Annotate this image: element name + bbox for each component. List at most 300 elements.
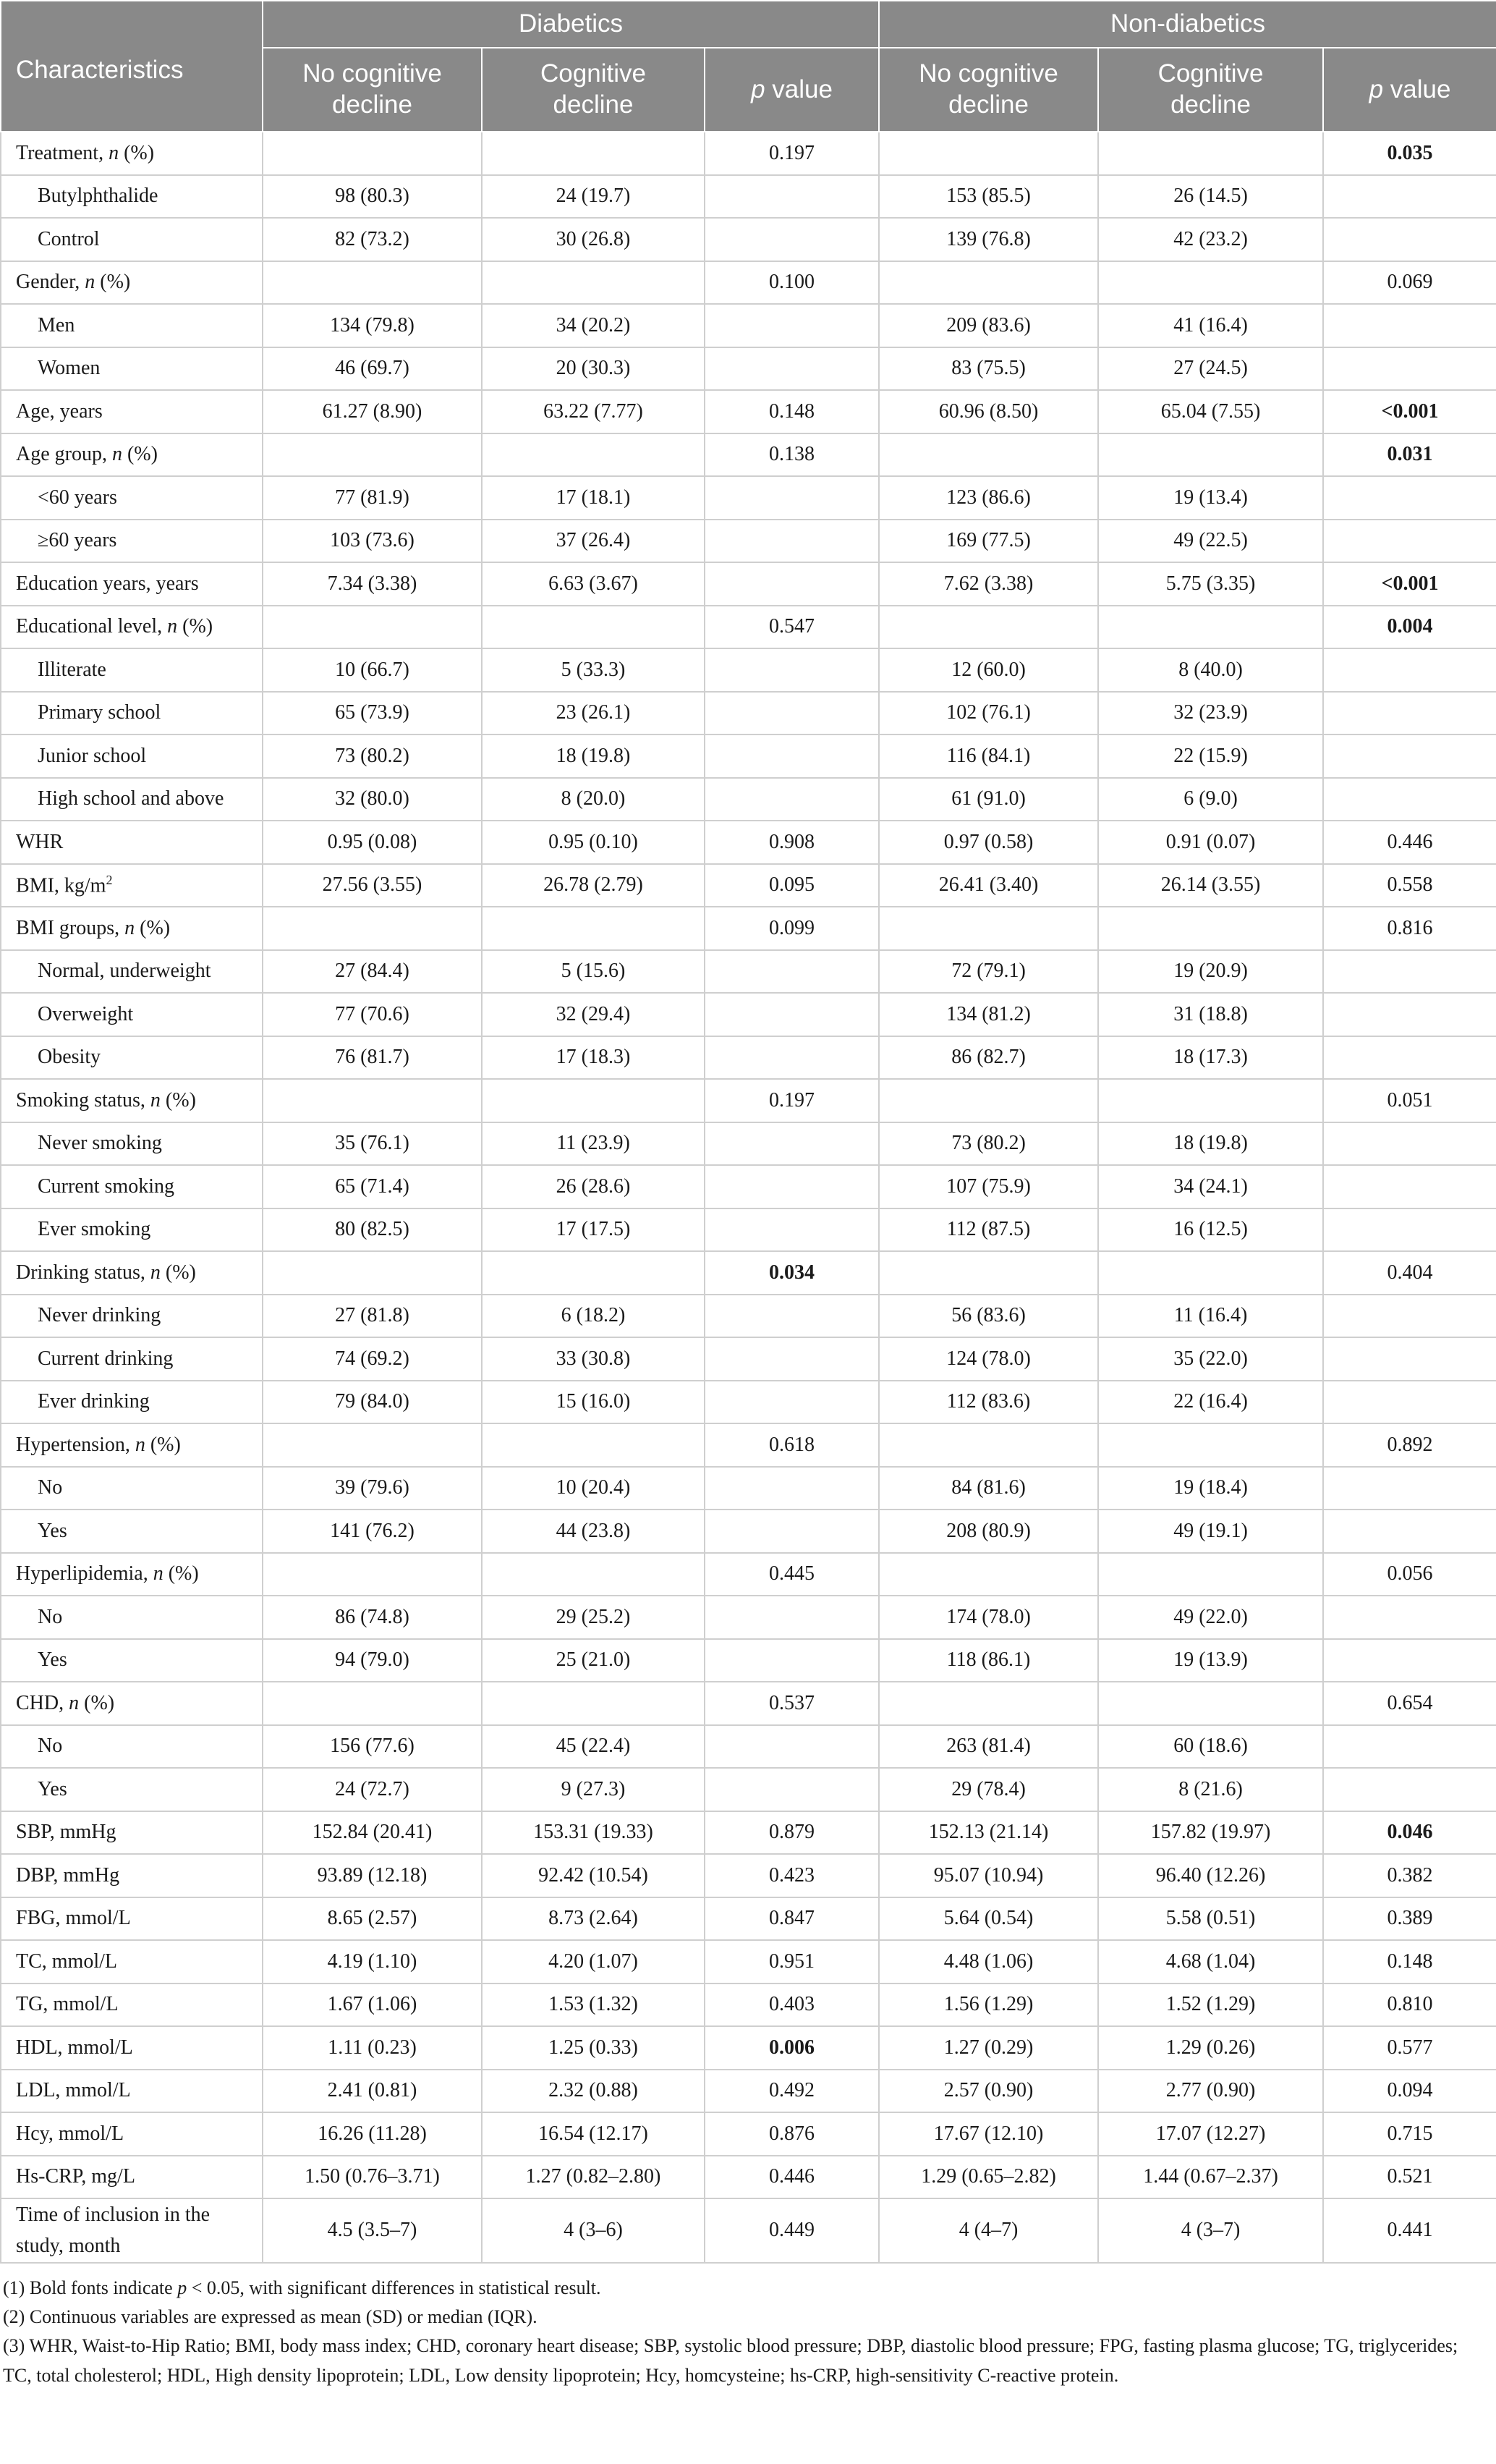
row-label: TG, mmol/L (1, 1984, 263, 2027)
row-label: BMI, $kg/m^2$ (1, 864, 263, 907)
table-row (1, 1553, 1496, 1596)
table-cell (879, 132, 1098, 175)
table-cell: 17 (17.5) (482, 1208, 705, 1252)
table-cell (705, 950, 879, 994)
row-label: Yes (1, 1639, 263, 1682)
table-cell: 0.046 (1323, 1811, 1496, 1855)
table-cell (482, 132, 705, 175)
table-cell: 0.034 (705, 1251, 879, 1295)
table-row (1, 1510, 1496, 1553)
table-cell: 16 (12.5) (1098, 1208, 1323, 1252)
table-cell (1323, 1337, 1496, 1381)
table-cell: 1.52 (1.29) (1098, 1984, 1323, 2027)
table-cell (1323, 476, 1496, 520)
table-cell (705, 1510, 879, 1553)
header-p-value: p value (1323, 48, 1496, 132)
table-cell: 26.41 (3.40) (879, 864, 1098, 907)
table-cell (263, 1423, 482, 1467)
table-cell: 0.148 (705, 390, 879, 433)
table-cell: 0.547 (705, 606, 879, 649)
table-cell (705, 1768, 879, 1811)
table-cell (879, 1553, 1098, 1596)
table-cell: 0.618 (705, 1423, 879, 1467)
table-cell: 2.41 (0.81) (263, 2070, 482, 2113)
table-cell: 152.13 (21.14) (879, 1811, 1098, 1855)
table-cell (705, 1036, 879, 1080)
table-cell (482, 1079, 705, 1122)
table-cell (263, 1079, 482, 1122)
row-label: Current drinking (1, 1337, 263, 1381)
table-cell: 0.404 (1323, 1251, 1496, 1295)
table-cell: 0.403 (705, 1984, 879, 2027)
table-cell (879, 606, 1098, 649)
table-cell (879, 1251, 1098, 1295)
table-cell: 0.423 (705, 1854, 879, 1897)
table-cell (1323, 1036, 1496, 1080)
table-cell: 1.50 (0.76–3.71) (263, 2156, 482, 2199)
header-p-value: p value (705, 48, 879, 132)
table-row (1, 1682, 1496, 1725)
table-cell: 134 (81.2) (879, 993, 1098, 1036)
table-cell (263, 433, 482, 477)
table-cell (1323, 1725, 1496, 1769)
table-cell: 0.715 (1323, 2112, 1496, 2156)
table-cell (1098, 606, 1323, 649)
table-row (1, 175, 1496, 219)
table-row (1, 1036, 1496, 1080)
table-cell: 34 (24.1) (1098, 1165, 1323, 1208)
table-cell: 153 (85.5) (879, 175, 1098, 219)
table-row (1, 1854, 1496, 1897)
table-cell: 82 (73.2) (263, 218, 482, 261)
table-cell: 0.577 (1323, 2026, 1496, 2070)
table-cell (705, 347, 879, 391)
table-cell: 4 (3–6) (482, 2198, 705, 2263)
table-cell: 4.20 (1.07) (482, 1940, 705, 1984)
table-cell (1323, 1122, 1496, 1166)
table-cell: 12 (60.0) (879, 648, 1098, 692)
table-cell: 94 (79.0) (263, 1639, 482, 1682)
table-cell (1323, 778, 1496, 821)
table-cell: 0.100 (705, 261, 879, 305)
table-cell: 0.892 (1323, 1423, 1496, 1467)
table-cell: 8 (20.0) (482, 778, 705, 821)
table-cell (1323, 218, 1496, 261)
table-row (1, 821, 1496, 864)
table-cell (1098, 132, 1323, 175)
table-cell: 27 (81.8) (263, 1295, 482, 1338)
row-label: Illiterate (1, 648, 263, 692)
row-label: Men (1, 304, 263, 347)
table-cell: 19 (13.9) (1098, 1639, 1323, 1682)
table-row (1, 1897, 1496, 1941)
row-label: High school and above (1, 778, 263, 821)
table-cell: 9 (27.3) (482, 1768, 705, 1811)
table-row (1, 390, 1496, 433)
table-row (1, 433, 1496, 477)
table-cell: 19 (13.4) (1098, 476, 1323, 520)
table-cell (1323, 692, 1496, 735)
table-cell: 0.441 (1323, 2198, 1496, 2263)
table-cell: 35 (76.1) (263, 1122, 482, 1166)
table-cell: 42 (23.2) (1098, 218, 1323, 261)
header-characteristics: Characteristics (1, 1, 263, 132)
table-cell: 0.197 (705, 132, 879, 175)
table-cell: 32 (80.0) (263, 778, 482, 821)
table-cell (1098, 1423, 1323, 1467)
table-row (1, 2026, 1496, 2070)
table-row (1, 1984, 1496, 2027)
table-cell: 8 (40.0) (1098, 648, 1323, 692)
table-cell (1323, 1208, 1496, 1252)
row-label: DBP, mmHg (1, 1854, 263, 1897)
table-cell: 0.654 (1323, 1682, 1496, 1725)
table-cell: 1.44 (0.67–2.37) (1098, 2156, 1323, 2199)
table-row (1, 1381, 1496, 1424)
table-cell: 45 (22.4) (482, 1725, 705, 1769)
table-row (1, 562, 1496, 606)
row-label: Normal, underweight (1, 950, 263, 994)
table-cell: 72 (79.1) (879, 950, 1098, 994)
table-cell: 124 (78.0) (879, 1337, 1098, 1381)
table-cell: 15 (16.0) (482, 1381, 705, 1424)
table-cell: 123 (86.6) (879, 476, 1098, 520)
table-row (1, 1811, 1496, 1855)
table-cell (705, 648, 879, 692)
table-cell: 18 (17.3) (1098, 1036, 1323, 1080)
table-cell: 0.558 (1323, 864, 1496, 907)
table-cell: 29 (78.4) (879, 1768, 1098, 1811)
row-label: Butylphthalide (1, 175, 263, 219)
table-cell: 77 (70.6) (263, 993, 482, 1036)
table-cell: 4.68 (1.04) (1098, 1940, 1323, 1984)
table-cell (879, 907, 1098, 950)
table-cell (705, 218, 879, 261)
table-row (1, 1940, 1496, 1984)
table-cell: 1.67 (1.06) (263, 1984, 482, 2027)
table-cell (1098, 1251, 1323, 1295)
table-cell (263, 1251, 482, 1295)
table-cell (1323, 734, 1496, 778)
table-row (1, 347, 1496, 391)
row-label: Yes (1, 1768, 263, 1811)
row-label: WHR (1, 821, 263, 864)
table-cell: 152.84 (20.41) (263, 1811, 482, 1855)
table-cell: 22 (15.9) (1098, 734, 1323, 778)
table-cell (1098, 433, 1323, 477)
table-row (1, 476, 1496, 520)
table-row (1, 1165, 1496, 1208)
table-cell: 11 (16.4) (1098, 1295, 1323, 1338)
table-cell: 0.816 (1323, 907, 1496, 950)
table-cell: 80 (82.5) (263, 1208, 482, 1252)
table-cell: 4.5 (3.5–7) (263, 2198, 482, 2263)
table-cell: 0.051 (1323, 1079, 1496, 1122)
table-row (1, 2156, 1496, 2199)
table-cell: 46 (69.7) (263, 347, 482, 391)
table-cell: 0.91 (0.07) (1098, 821, 1323, 864)
table-cell: 37 (26.4) (482, 520, 705, 563)
table-row (1, 864, 1496, 907)
table-row (1, 1596, 1496, 1639)
table-cell (1323, 1639, 1496, 1682)
table-cell (482, 433, 705, 477)
row-label: TC, mmol/L (1, 1940, 263, 1984)
table-cell: 1.53 (1.32) (482, 1984, 705, 2027)
row-label: Never smoking (1, 1122, 263, 1166)
table-row (1, 132, 1496, 175)
table-cell: 4 (3–7) (1098, 2198, 1323, 2263)
table-cell: 73 (80.2) (879, 1122, 1098, 1166)
table-cell (705, 778, 879, 821)
table-cell: 141 (76.2) (263, 1510, 482, 1553)
table-cell: 86 (82.7) (879, 1036, 1098, 1080)
table-cell: 65 (71.4) (263, 1165, 482, 1208)
row-label: Hs-CRP, mg/L (1, 2156, 263, 2199)
table-body (1, 132, 1496, 2263)
table-row (1, 520, 1496, 563)
table-cell (705, 1165, 879, 1208)
table-row (1, 606, 1496, 649)
row-label: Hyperlipidemia, n (%) (1, 1553, 263, 1596)
table-cell: 0.449 (705, 2198, 879, 2263)
table-cell (705, 1596, 879, 1639)
footnote: TC, total cholesterol; HDL, High density lipoprotein; LDL, Low density lipoprotein; Hcy, homcysteine; hs-CRP, high-sensitivity C-reactive protein. (3, 2364, 1119, 2386)
table-cell (705, 562, 879, 606)
row-label: Age, years (1, 390, 263, 433)
table-row (1, 1251, 1496, 1295)
table-row (1, 1768, 1496, 1811)
table-cell: 139 (76.8) (879, 218, 1098, 261)
table-cell: 0.148 (1323, 1940, 1496, 1984)
table-cell: 26.78 (2.79) (482, 864, 705, 907)
table-cell: 0.810 (1323, 1984, 1496, 2027)
table-cell: 61.27 (8.90) (263, 390, 482, 433)
table-cell: 134 (79.8) (263, 304, 482, 347)
table-cell: 73 (80.2) (263, 734, 482, 778)
table-cell: 1.29 (0.26) (1098, 2026, 1323, 2070)
table-cell (705, 304, 879, 347)
table-row (1, 648, 1496, 692)
table-cell: 22 (16.4) (1098, 1381, 1323, 1424)
table-cell: 6.63 (3.67) (482, 562, 705, 606)
table-row (1, 950, 1496, 994)
row-label: Treatment, n (%) (1, 132, 263, 175)
table-cell: 0.004 (1323, 606, 1496, 649)
table-row (1, 2112, 1496, 2156)
table-cell: 4.48 (1.06) (879, 1940, 1098, 1984)
header-group-non-diabetics: Non-diabetics (879, 1, 1496, 48)
table-cell: <0.001 (1323, 390, 1496, 433)
row-label: <60 years (1, 476, 263, 520)
table-cell (705, 1381, 879, 1424)
table-cell (705, 1208, 879, 1252)
table-cell: 65.04 (7.55) (1098, 390, 1323, 433)
table-cell (1323, 347, 1496, 391)
table-cell: 0.389 (1323, 1897, 1496, 1941)
table-cell: 0.094 (1323, 2070, 1496, 2113)
table-cell: 8 (21.6) (1098, 1768, 1323, 1811)
table-cell: 30 (26.8) (482, 218, 705, 261)
table-cell: 17 (18.3) (482, 1036, 705, 1080)
table-cell: 49 (22.5) (1098, 520, 1323, 563)
table-cell: 208 (80.9) (879, 1510, 1098, 1553)
row-label: Education years, years (1, 562, 263, 606)
table-cell: 44 (23.8) (482, 1510, 705, 1553)
table-row (1, 218, 1496, 261)
table-cell: 17.67 (12.10) (879, 2112, 1098, 2156)
table-cell: 7.62 (3.38) (879, 562, 1098, 606)
table-cell: 0.95 (0.08) (263, 821, 482, 864)
table-cell: 92.42 (10.54) (482, 1854, 705, 1897)
table-cell (705, 1467, 879, 1510)
table-cell (1098, 1553, 1323, 1596)
table-cell (705, 476, 879, 520)
table-cell (263, 606, 482, 649)
table-cell: 60.96 (8.50) (879, 390, 1098, 433)
table-cell (879, 1682, 1098, 1725)
table-cell (705, 1295, 879, 1338)
table-cell: 65 (73.9) (263, 692, 482, 735)
table-row (1, 1079, 1496, 1122)
header-group-diabetics: Diabetics (263, 1, 879, 48)
table-cell (1098, 261, 1323, 305)
table-cell: 153.31 (19.33) (482, 1811, 705, 1855)
table-cell: 11 (23.9) (482, 1122, 705, 1166)
table-cell: 10 (20.4) (482, 1467, 705, 1510)
table-cell (482, 1423, 705, 1467)
row-label: FBG, mmol/L (1, 1897, 263, 1941)
table-cell: 0.445 (705, 1553, 879, 1596)
table-cell: 74 (69.2) (263, 1337, 482, 1381)
table-cell: 0.446 (705, 2156, 879, 2199)
table-cell (482, 1682, 705, 1725)
table-cell: 96.40 (12.26) (1098, 1854, 1323, 1897)
table-cell: 1.29 (0.65–2.82) (879, 2156, 1098, 2199)
table-cell: 118 (86.1) (879, 1639, 1098, 1682)
table-row (1, 1122, 1496, 1166)
row-label: Time of inclusion in the study, month (1, 2198, 263, 2263)
table-cell: 26.14 (3.55) (1098, 864, 1323, 907)
table-cell: 263 (81.4) (879, 1725, 1098, 1769)
table-cell (482, 261, 705, 305)
table-cell: 103 (73.6) (263, 520, 482, 563)
row-label: CHD, n (%) (1, 1682, 263, 1725)
table-cell: 102 (76.1) (879, 692, 1098, 735)
table-cell: 2.57 (0.90) (879, 2070, 1098, 2113)
table-cell: 19 (18.4) (1098, 1467, 1323, 1510)
row-label: Primary school (1, 692, 263, 735)
table-cell (482, 1251, 705, 1295)
row-label: Smoking status, n (%) (1, 1079, 263, 1122)
table-cell (705, 1725, 879, 1769)
table-cell: 0.035 (1323, 132, 1496, 175)
footnote: (1) Bold fonts indicate p < 0.05, with significant differences in statistical result. (3, 2277, 601, 2298)
table-cell: 174 (78.0) (879, 1596, 1098, 1639)
table-cell: 1.27 (0.29) (879, 2026, 1098, 2070)
table-row (1, 2198, 1496, 2263)
row-label: Ever drinking (1, 1381, 263, 1424)
table-cell: 93.89 (12.18) (263, 1854, 482, 1897)
table-cell: 19 (20.9) (1098, 950, 1323, 994)
table-cell: 56 (83.6) (879, 1295, 1098, 1338)
table-row (1, 1208, 1496, 1252)
row-label: SBP, mmHg (1, 1811, 263, 1855)
table-cell (1323, 1596, 1496, 1639)
row-label: Ever smoking (1, 1208, 263, 1252)
table-cell (1098, 1079, 1323, 1122)
table-cell (705, 1337, 879, 1381)
row-label: Control (1, 218, 263, 261)
table-header (1, 1, 1496, 132)
row-label: ≥60 years (1, 520, 263, 563)
table-cell (1323, 993, 1496, 1036)
table-cell: 5.75 (3.35) (1098, 562, 1323, 606)
table-cell: 23 (26.1) (482, 692, 705, 735)
table-cell: 10 (66.7) (263, 648, 482, 692)
table-cell: 17.07 (12.27) (1098, 2112, 1323, 2156)
table-cell: 0.197 (705, 1079, 879, 1122)
table-cell (263, 132, 482, 175)
header-cognitive-decline: Cognitive decline (1098, 48, 1323, 132)
table-cell (1323, 950, 1496, 994)
table-cell: 0.95 (0.10) (482, 821, 705, 864)
table-cell (705, 734, 879, 778)
table-cell: 2.32 (0.88) (482, 2070, 705, 2113)
table-row (1, 778, 1496, 821)
table-cell: 27 (84.4) (263, 950, 482, 994)
table-cell (879, 1423, 1098, 1467)
table-cell: 5.64 (0.54) (879, 1897, 1098, 1941)
table-cell: 0.97 (0.58) (879, 821, 1098, 864)
table-cell: 98 (80.3) (263, 175, 482, 219)
header-no-cognitive-decline: No cognitive decline (879, 48, 1098, 132)
table-row (1, 907, 1496, 950)
table-cell: 26 (14.5) (1098, 175, 1323, 219)
table-row (1, 734, 1496, 778)
table-cell: 0.138 (705, 433, 879, 477)
table-cell (1323, 1381, 1496, 1424)
table-cell (1323, 1510, 1496, 1553)
table-cell: 0.446 (1323, 821, 1496, 864)
table-cell: 8.73 (2.64) (482, 1897, 705, 1941)
table-cell (1323, 304, 1496, 347)
table-cell: 33 (30.8) (482, 1337, 705, 1381)
table-cell (1323, 1467, 1496, 1510)
table-cell (482, 1553, 705, 1596)
table-cell: 0.951 (705, 1940, 879, 1984)
table-cell: 8.65 (2.57) (263, 1897, 482, 1941)
table-cell: 0.095 (705, 864, 879, 907)
table-cell: 157.82 (19.97) (1098, 1811, 1323, 1855)
footnote: (3) WHR, Waist-to-Hip Ratio; BMI, body mass index; CHD, coronary heart disease; SBP, systolic blood pressure; DBP, diastolic blood pressure; FPG, fasting plasma glucose; TG, triglycerides; (3, 2335, 1458, 2357)
table-cell (705, 1122, 879, 1166)
table-cell: 39 (79.6) (263, 1467, 482, 1510)
table-cell: 0.537 (705, 1682, 879, 1725)
table-row (1, 1467, 1496, 1510)
table-cell (1098, 1682, 1323, 1725)
row-label: Gender, n (%) (1, 261, 263, 305)
table-row (1, 1725, 1496, 1769)
table-row (1, 304, 1496, 347)
table-cell: 0.006 (705, 2026, 879, 2070)
row-label: Yes (1, 1510, 263, 1553)
table-cell: 84 (81.6) (879, 1467, 1098, 1510)
table-cell (705, 175, 879, 219)
row-label: Junior school (1, 734, 263, 778)
table-cell: 31 (18.8) (1098, 993, 1323, 1036)
table-cell (1323, 1768, 1496, 1811)
